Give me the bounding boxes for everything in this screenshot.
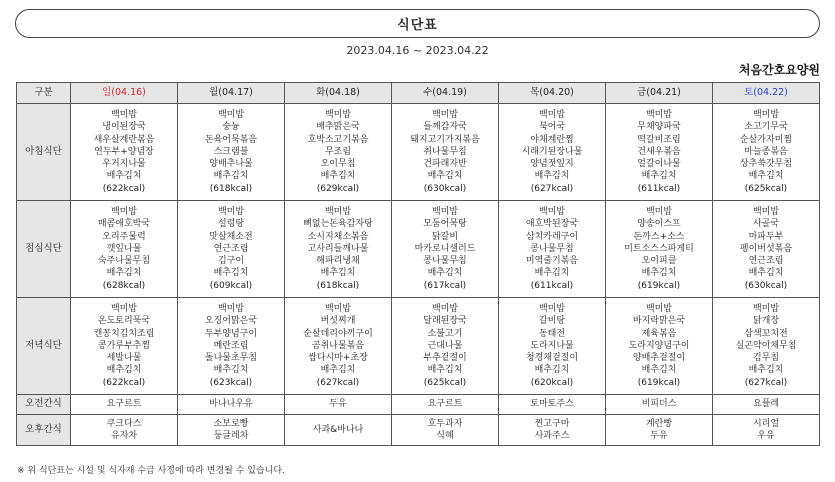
menu-item: (622kcal) (102, 377, 146, 388)
menu-item: 메란조림 (213, 340, 249, 351)
menu-item: 마카로니샐러드 (414, 243, 476, 254)
meal-cell (606, 201, 713, 298)
menu-item: 쌈다시마+초장 (308, 353, 368, 364)
menu-item: (618kcal) (316, 280, 360, 291)
meal-cell (71, 298, 178, 395)
menu-item: 배추김치 (748, 365, 784, 376)
menu-item: 닭개장 (752, 316, 780, 327)
table-row (17, 201, 820, 298)
meal-cell (178, 395, 285, 415)
menu-item: 바지락맑은국 (632, 316, 686, 327)
menu-item: 미트소스스파게티 (624, 243, 694, 254)
meal-cell (285, 298, 392, 395)
menu-item: 두부양념구이 (204, 328, 258, 339)
menu-item: 식혜 (436, 431, 454, 441)
menu-item: 두유 (650, 431, 668, 441)
menu-item: 계란빵 (645, 418, 673, 429)
menu-item: 백미밥 (645, 110, 673, 121)
menu-item: 백미밥 (538, 110, 566, 121)
menu-item: 동태전 (538, 328, 566, 339)
menu-item: 배추김치 (534, 268, 570, 279)
menu-item: 호두과자 (427, 418, 463, 429)
menu-item: 해파리냉채 (316, 256, 360, 267)
meal-cell (499, 104, 606, 201)
menu-item: 배추김치 (748, 268, 784, 279)
menu-item: (623kcal) (209, 377, 253, 388)
meal-row-label: 오전간식 (17, 395, 71, 415)
menu-item: 배추김치 (320, 171, 356, 182)
menu-item: 배추김치 (427, 268, 463, 279)
menu-item: 시리얼 (752, 418, 780, 429)
menu-item: 떡갈비조림 (637, 134, 681, 145)
menu-item: (629kcal) (316, 183, 360, 194)
menu-item: 숭늉 (222, 122, 240, 133)
menu-item: 맛살채소전 (209, 231, 253, 242)
meal-row-label: 저녁식단 (17, 298, 71, 395)
menu-item: 양송이스프 (637, 219, 681, 230)
meal-row-label: 점심식단 (17, 201, 71, 298)
menu-item: 곰취나물볶음 (311, 340, 365, 351)
menu-item: 고사리들깨나물 (307, 243, 369, 254)
menu-item: 백미밥 (110, 110, 138, 121)
menu-item: (619kcal) (637, 280, 681, 291)
menu-item: (620kcal) (530, 377, 574, 388)
menu-item: 백미밥 (538, 304, 566, 315)
menu-item: 무채양파국 (637, 122, 681, 133)
menu-item: 냉이된장국 (102, 122, 146, 133)
menu-item: 오이피클 (641, 256, 677, 267)
menu-item: 북어국 (538, 122, 566, 133)
meal-cell (606, 415, 713, 446)
menu-item: (630kcal) (744, 280, 788, 291)
menu-item: 배추김치 (641, 171, 677, 182)
menu-item: (617kcal) (423, 280, 467, 291)
menu-item: 돌나물초무침 (204, 353, 258, 364)
meal-cell (285, 395, 392, 415)
menu-item: 삼치카레구이 (525, 231, 579, 242)
menu-item: 요구르트 (106, 399, 142, 410)
day-header: 수(04.19) (392, 83, 499, 104)
menu-item: 배추김치 (213, 171, 249, 182)
menu-item: 연근조림 (748, 256, 784, 267)
menu-item: 달래된장국 (423, 316, 467, 327)
menu-item: 마늘종볶음 (744, 146, 788, 157)
menu-item: 닭갈비 (431, 231, 459, 242)
menu-item: 무조림 (324, 146, 352, 157)
menu-item: 배추김치 (534, 365, 570, 376)
meal-cell (178, 415, 285, 446)
meal-cell (285, 415, 392, 446)
menu-item: 도라지양념구이 (628, 340, 690, 351)
menu-item: 백미밥 (110, 304, 138, 315)
menu-item: 바나나우유 (209, 399, 253, 410)
menu-item: 콩나물무침 (423, 256, 467, 267)
menu-item: 배추맑은국 (316, 122, 360, 133)
meal-cell (713, 395, 820, 415)
meal-cell (713, 201, 820, 298)
menu-item: 도라지나물 (530, 340, 574, 351)
menu-item: 토마토주스 (530, 399, 574, 410)
menu-item: 소보로빵 (213, 418, 249, 429)
menu-item: 근대나물 (427, 340, 463, 351)
menu-item: 갈비탕 (538, 316, 566, 327)
menu-item: 모둠어묵탕 (423, 219, 467, 230)
menu-item: 쿠크다스 (106, 418, 142, 429)
menu-item: 백미밥 (217, 207, 245, 218)
menu-item: 시래기된장나물 (521, 146, 583, 157)
menu-item: 배추김치 (320, 268, 356, 279)
menu-item: 요구르트 (427, 399, 463, 410)
menu-item: (625kcal) (744, 183, 788, 194)
meal-cell (178, 104, 285, 201)
menu-item: 유자차 (110, 431, 138, 441)
menu-item: 순살가자미찜 (739, 134, 793, 145)
menu-item: 삼색꼬치전 (744, 328, 788, 339)
day-header: 목(04.20) (499, 83, 606, 104)
meal-cell (71, 395, 178, 415)
menu-item: 배추김치 (213, 268, 249, 279)
menu-item: (622kcal) (102, 183, 146, 194)
menu-item: 김무침 (752, 353, 780, 364)
menu-item: 미역줄기볶음 (525, 256, 579, 267)
menu-item: 순살데리야끼구이 (303, 328, 373, 339)
menu-item: 배추김치 (641, 365, 677, 376)
meal-cell (606, 104, 713, 201)
menu-item: 사과주스 (534, 431, 570, 441)
menu-item: 배추김치 (106, 268, 142, 279)
menu-item: 백미밥 (217, 304, 245, 315)
menu-item: 배추김치 (641, 268, 677, 279)
menu-item: 매콤애호박국 (97, 219, 151, 230)
menu-item: 배추김치 (427, 365, 463, 376)
menu-item: 오이무침 (320, 159, 356, 170)
table-row (17, 395, 820, 415)
meal-cell (71, 104, 178, 201)
day-header: 금(04.21) (606, 83, 713, 104)
meal-cell (392, 201, 499, 298)
menu-item: (627kcal) (744, 377, 788, 388)
menu-item: 건파래자반 (423, 159, 467, 170)
meal-cell (499, 298, 606, 395)
menu-item: 요플레 (752, 399, 780, 410)
menu-item: 설렁탕 (217, 219, 245, 230)
menu-item: 백미밥 (752, 207, 780, 218)
menu-item: 펭이버섯볶음 (739, 243, 793, 254)
page-title: 식단표 (15, 9, 820, 38)
meal-plan-body (17, 104, 820, 446)
menu-item: 건새우볶음 (637, 146, 681, 157)
menu-item: (618kcal) (209, 183, 253, 194)
menu-item: 깻잎나물 (106, 243, 142, 254)
menu-item: 청경채겉절이 (525, 353, 579, 364)
menu-item: 취나물무침 (423, 146, 467, 157)
menu-item: 버섯찌개 (320, 316, 356, 327)
menu-item: (609kcal) (209, 280, 253, 291)
menu-item: 백미밥 (324, 110, 352, 121)
menu-item: 뼈없는돈육감자탕 (303, 219, 373, 230)
menu-item: 양배추나물 (209, 159, 253, 170)
day-header: 화(04.18) (285, 83, 392, 104)
category-header: 구분 (17, 83, 71, 104)
menu-item: 실곤약이채무침 (735, 340, 797, 351)
menu-item: (627kcal) (530, 183, 574, 194)
table-row (17, 298, 820, 395)
meal-cell (713, 298, 820, 395)
menu-item: 사골국 (752, 219, 780, 230)
menu-item: (619kcal) (637, 377, 681, 388)
menu-item: 새우살계란볶음 (93, 134, 155, 145)
footnote: ※ 위 식단표는 시설 및 식자재 수급 사정에 따라 변경될 수 있습니다. (17, 466, 285, 476)
menu-item: (628kcal) (102, 280, 146, 291)
menu-item: 백미밥 (324, 304, 352, 315)
day-header: 일(04.16) (71, 83, 178, 104)
menu-item: (611kcal) (637, 183, 681, 194)
menu-item: 돼지고기가지볶음 (410, 134, 480, 145)
menu-item: 김구이 (217, 256, 245, 267)
menu-item: 소불고기 (427, 328, 463, 339)
menu-item: 들깨감자국 (423, 122, 467, 133)
meal-cell (713, 415, 820, 446)
menu-item: (611kcal) (530, 280, 574, 291)
meal-cell (392, 415, 499, 446)
menu-item: (630kcal) (423, 183, 467, 194)
meal-cell (499, 415, 606, 446)
table-row (17, 104, 820, 201)
meal-cell (392, 298, 499, 395)
menu-item: 양배추겉절이 (632, 353, 686, 364)
menu-item: 우거지나물 (102, 159, 146, 170)
meal-row-label: 오후간식 (17, 415, 71, 446)
menu-item: 콩나물무침 (530, 243, 574, 254)
menu-item: 얼갈이나물 (637, 159, 681, 170)
menu-item: 배추김치 (213, 365, 249, 376)
menu-item: 숙주나물무침 (97, 256, 151, 267)
menu-item: 연근조림 (213, 243, 249, 254)
menu-item: 애호박된장국 (525, 219, 579, 230)
meal-cell (392, 395, 499, 415)
menu-item: 사과&바나나 (312, 424, 364, 435)
menu-item: 부추겉절이 (423, 353, 467, 364)
menu-item: 백미밥 (538, 207, 566, 218)
menu-item: 배추김치 (748, 171, 784, 182)
meal-cell (392, 104, 499, 201)
meal-cell (606, 395, 713, 415)
menu-item: 세발나물 (106, 353, 142, 364)
menu-item: 백미밥 (752, 304, 780, 315)
meal-cell (71, 201, 178, 298)
date-range: 2023.04.16 ~ 2023.04.22 (346, 44, 489, 57)
menu-item: 백미밥 (110, 207, 138, 218)
meal-row-label: 아침식단 (17, 104, 71, 201)
menu-item: 오리주물럭 (102, 231, 146, 242)
meal-cell (713, 104, 820, 201)
menu-item: 배추김치 (534, 171, 570, 182)
menu-item: 우유 (757, 431, 775, 441)
menu-item: (625kcal) (423, 377, 467, 388)
menu-item: 양념젓잎지 (530, 159, 574, 170)
day-header: 월(04.17) (178, 83, 285, 104)
meal-cell (606, 298, 713, 395)
menu-item: 백미밥 (431, 207, 459, 218)
menu-item: 배추김치 (106, 171, 142, 182)
menu-item: 캔꽁치김치조림 (93, 328, 155, 339)
menu-item: 오징어맑은국 (204, 316, 258, 327)
menu-item: 연두부+양념장 (94, 146, 154, 157)
menu-item: 백미밥 (752, 110, 780, 121)
menu-item: 배추김치 (106, 365, 142, 376)
meal-cell (499, 201, 606, 298)
menu-item: 백미밥 (645, 304, 673, 315)
table-row (17, 415, 820, 446)
menu-item: 백미밥 (217, 110, 245, 121)
menu-item: 야채계란찜 (530, 134, 574, 145)
menu-item: 돈육어묵볶음 (204, 134, 258, 145)
menu-item: 비피더스 (641, 399, 677, 410)
menu-item: (627kcal) (316, 377, 360, 388)
menu-item: 백미밥 (645, 207, 673, 218)
menu-item: 제육볶음 (641, 328, 677, 339)
menu-item: 백미밥 (431, 304, 459, 315)
menu-item: 배추김치 (320, 365, 356, 376)
menu-item: 마파두부 (748, 231, 784, 242)
menu-item: 둥글레차 (213, 431, 249, 441)
meal-plan-table (16, 82, 820, 446)
menu-item: 돈까스+소스 (633, 231, 685, 242)
meal-cell (285, 201, 392, 298)
menu-item: 소시지채소볶음 (307, 231, 369, 242)
organization-name: 처음간호요양원 (738, 63, 820, 77)
meal-cell (71, 415, 178, 446)
day-header: 토(04.22) (713, 83, 820, 104)
menu-item: 백미밥 (431, 110, 459, 121)
menu-item: 온도토리묵국 (97, 316, 151, 327)
menu-item: 상추쑥갓무침 (739, 159, 793, 170)
meal-cell (178, 201, 285, 298)
menu-item: 백미밥 (324, 207, 352, 218)
menu-item: 스크램블 (213, 146, 249, 157)
menu-item: 콩가루부추찜 (97, 340, 151, 351)
meal-cell (499, 395, 606, 415)
menu-item: 소고기무국 (744, 122, 788, 133)
menu-item: 찐고구마 (534, 418, 570, 429)
meal-cell (178, 298, 285, 395)
menu-item: 두유 (329, 399, 347, 410)
menu-item: 배추김치 (427, 171, 463, 182)
table-header-row (17, 83, 820, 104)
meal-cell (285, 104, 392, 201)
menu-item: 호박소고기볶음 (307, 134, 369, 145)
